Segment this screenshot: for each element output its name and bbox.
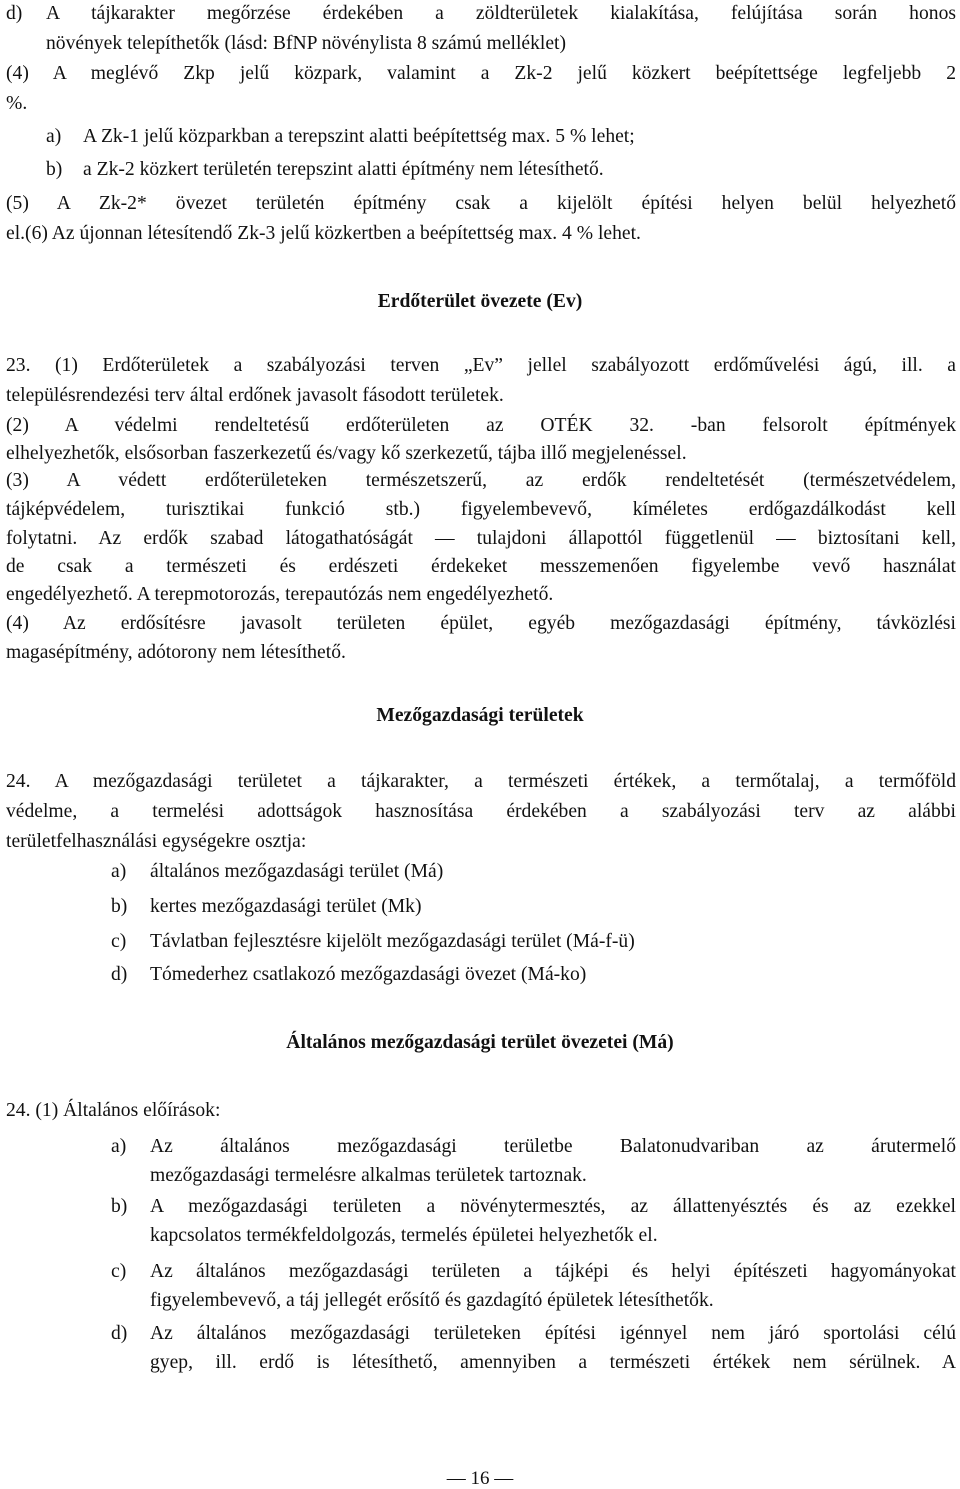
paragraph-4-line1: (4) A meglévő Zkp jelű közpark, valamint a Zk-2 jelű közkert beépítettsége legfeljebb 2	[6, 63, 956, 84]
rule-d-label: d)	[111, 1323, 128, 1344]
erdo-p3-line1: (3) A védett erdőterületeken természetszerű, az erdők rendeltetését (természetvédelem,	[6, 470, 956, 491]
rule-b-line2: kapcsolatos termékfeldolgozás, termelés épületei helyezhetők el.	[150, 1225, 658, 1246]
rule-d-line1: Az általános mezőgazdasági területeken építési igénnyel nem járó sportolási célú	[150, 1323, 956, 1344]
list-item-label: a)	[111, 861, 127, 882]
paragraph-5-line1: (5) A Zk-2* övezet területén építmény csak a kijelölt építési helyen belül helyezhető	[6, 193, 956, 214]
rule-c-line1: Az általános mezőgazdasági területen a tájképi és helyi építészeti hagyományokat	[150, 1261, 956, 1282]
list-item-text: általános mezőgazdasági terület (Má)	[150, 861, 444, 882]
heading-erdoterulet: Erdőterület övezete (Ev)	[377, 291, 583, 312]
rule-d-line2: gyep, ill. erdő is létesíthető, amennyiben a természeti értékek nem sérülnek. A	[150, 1352, 956, 1373]
rule-c-label: c)	[111, 1261, 127, 1282]
section-23-line2: településrendezési terv által erdőnek javasolt fásodott területek.	[6, 385, 504, 406]
list-item-text: Távlatban fejlesztésre kijelölt mezőgazdasági terület (Má-f-ü)	[150, 931, 635, 952]
rule-b-line1: A mezőgazdasági területen a növénytermesztés, az állattenyésztés és az ezekkel	[150, 1196, 956, 1217]
erdo-p2-line2: elhelyezhetők, elsősorban faszerkezetű és/vagy kő szerkezetű, tájba illő megjelenéssel.	[6, 443, 687, 464]
rule-b-label: b)	[111, 1196, 128, 1217]
paragraph-4-line2: %.	[6, 93, 28, 114]
list-item-text: kertes mezőgazdasági terület (Mk)	[150, 896, 422, 917]
erdo-p3-line5: engedélyezhető. A terepmotorozás, terepautózás nem engedélyezhető.	[6, 584, 554, 605]
section-24-line1: 24. A mezőgazdasági területet a tájkarakter, a természeti értékek, a termőtalaj, a termőföld	[6, 771, 956, 792]
erdo-p4-line1: (4) Az erdősítésre javasolt területen épület, egyéb mezőgazdasági építmény, távközlési	[6, 613, 956, 634]
section-24-line3: területfelhasználási egységekre osztja:	[6, 831, 307, 852]
heading-mezogazdasagi: Mezőgazdasági területek	[376, 705, 584, 726]
rule-a-label: a)	[111, 1136, 127, 1157]
item-d-label: d)	[6, 3, 23, 24]
item-b-label: b)	[46, 159, 63, 180]
erdo-p3-line3: folytatni. Az erdők szabad látogathatóságát — tulajdoni állapottól függetlenül — biztosítani kell,	[6, 528, 956, 549]
rule-c-line2: figyelembevevő, a táj jellegét erősítő és gazdagító épületek létesíthetők.	[150, 1290, 714, 1311]
erdo-p4-line2: magasépítmény, adótorony nem létesíthető.	[6, 642, 346, 663]
list-item-label: b)	[111, 896, 128, 917]
item-d-line1: A tájkarakter megőrzése érdekében a zöldterületek kialakítása, felújítása során honos	[46, 3, 956, 24]
list-item-label: c)	[111, 931, 127, 952]
rule-a-line2: mezőgazdasági termelésre alkalmas területek tartoznak.	[150, 1165, 587, 1186]
section-24-line2: védelme, a termelési adottságok hasznosítása érdekében a szabályozási terv az alábbi	[6, 801, 956, 822]
page-number: — 16 —	[446, 1468, 514, 1489]
list-item-label: d)	[111, 964, 128, 985]
erdo-p3-line2: tájképvédelem, turisztikai funkció stb.) figyelembevevő, kíméletes erdőgazdálkodást kell	[6, 499, 956, 520]
paragraph-5-line2: el.(6) Az újonnan létesítendő Zk-3 jelű közkertben a beépítettség max. 4 % lehet.	[6, 223, 641, 244]
rule-a-line1: Az általános mezőgazdasági területbe Balatonudvariban az árutermelő	[150, 1136, 956, 1157]
list-item-text: Tómederhez csatlakozó mezőgazdasági övezet (Má-ko)	[150, 964, 587, 985]
item-b-text: a Zk-2 közkert területén terepszint alatti építmény nem létesíthető.	[83, 159, 604, 180]
erdo-p2-line1: (2) A védelmi rendeltetésű erdőterületen az OTÉK 32. -ban felsorolt építmények	[6, 415, 956, 436]
section-23-line1: 23. (1) Erdőterületek a szabályozási terven „Ev” jellel szabályozott erdőművelési ágú, ill. a	[6, 355, 956, 376]
section-24-general-rules: 24. (1) Általános előírások:	[6, 1100, 221, 1121]
item-d-line2: növények telepíthetők (lásd: BfNP növénylista 8 számú melléklet)	[46, 33, 567, 54]
erdo-p3-line4: de csak a természeti és erdészeti érdekeket messzemenően figyelembe vevő használat	[6, 556, 956, 577]
item-a-label: a)	[46, 126, 62, 147]
heading-altalanos: Általános mezőgazdasági terület övezetei (Má)	[286, 1032, 674, 1053]
item-a-text: A Zk-1 jelű közparkban a terepszint alatti beépítettség max. 5 % lehet;	[83, 126, 635, 147]
